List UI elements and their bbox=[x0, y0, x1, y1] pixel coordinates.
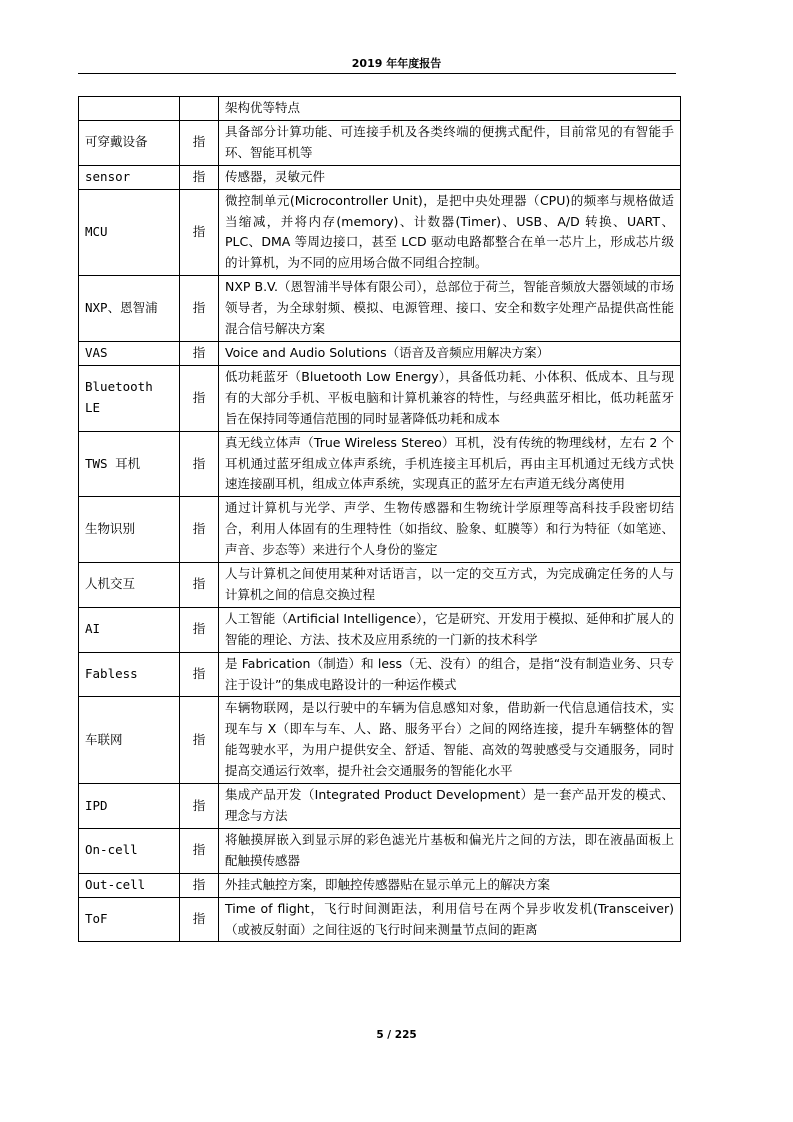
term-cell: MCU bbox=[79, 189, 180, 276]
definition-cell: 通过计算机与光学、声学、生物传感器和生物统计学原理等高科技手段密切结合，利用人体固有的生理特性（如指纹、脸象、虹膜等）和行为特征（如笔迹、声音、步态等）来进行个人身份的鉴定 bbox=[219, 497, 681, 563]
term-cell: Out-cell bbox=[79, 873, 180, 897]
definition-cell: 低功耗蓝牙（Bluetooth Low Energy），具备低功耗、小体积、低成本、且与现有的大部分手机、平板电脑和计算机兼容的特性，与经典蓝牙相比，低功耗蓝牙旨在保持同等通信范围的同时显著降低功耗和成本 bbox=[219, 365, 681, 431]
term-cell: 生物识别 bbox=[79, 497, 180, 563]
definition-cell: 车辆物联网，是以行驶中的车辆为信息感知对象，借助新一代信息通信技术，实现车与 X（即车与车、人、路、服务平台）之间的网络连接，提升车辆整体的智能驾驶水平，为用户提供安全、舒适、智能、高效的驾驶感受与交通服务，同时提高交通运行效率，提升社会交通服务的智能化水平 bbox=[219, 697, 681, 784]
refer-cell: 指 bbox=[180, 276, 219, 342]
definition-cell: NXP B.V.（恩智浦半导体有限公司），总部位于荷兰，智能音频放大器领域的市场领导者，为全球射频、模拟、电源管理、接口、安全和数字处理产品提供高性能混合信号解决方案 bbox=[219, 276, 681, 342]
refer-cell: 指 bbox=[180, 120, 219, 165]
definition-cell: 集成产品开发（Integrated Product Development）是一套产品开发的模式、理念与方法 bbox=[219, 784, 681, 829]
table-row bbox=[79, 652, 681, 697]
refer-cell: 指 bbox=[180, 341, 219, 365]
table-row bbox=[79, 189, 681, 276]
refer-cell: 指 bbox=[180, 873, 219, 897]
refer-cell: 指 bbox=[180, 784, 219, 829]
term-cell: NXP、恩智浦 bbox=[79, 276, 180, 342]
definition-cell: 人工智能（Artificial Intelligence），它是研究、开发用于模拟、延伸和扩展人的智能的理论、方法、技术及应用系统的一门新的技术科学 bbox=[219, 607, 681, 652]
term-cell bbox=[79, 97, 180, 121]
table-row bbox=[79, 165, 681, 189]
term-cell: AI bbox=[79, 607, 180, 652]
definition-cell: 将触摸屏嵌入到显示屏的彩色滤光片基板和偏光片之间的方法，即在液晶面板上配触摸传感器 bbox=[219, 828, 681, 873]
refer-cell bbox=[180, 97, 219, 121]
term-cell: TWS 耳机 bbox=[79, 431, 180, 497]
definition-cell: 是 Fabrication（制造）和 less（无、没有）的组合，是指“没有制造业务、只专注于设计”的集成电路设计的一种运作模式 bbox=[219, 652, 681, 697]
term-cell: On-cell bbox=[79, 828, 180, 873]
glossary-table-body bbox=[79, 97, 681, 942]
term-cell: IPD bbox=[79, 784, 180, 829]
table-row bbox=[79, 365, 681, 431]
table-row bbox=[79, 497, 681, 563]
definition-cell: 人与计算机之间使用某种对话语言，以一定的交互方式，为完成确定任务的人与计算机之间的信息交换过程 bbox=[219, 563, 681, 608]
term-cell: 车联网 bbox=[79, 697, 180, 784]
table-row bbox=[79, 431, 681, 497]
refer-cell: 指 bbox=[180, 563, 219, 608]
definition-cell: 微控制单元(Microcontroller Unit)，是把中央处理器（CPU)的频率与规格做适当缩减，并将内存(memory)、计数器(Timer)、USB、A/D 转换、UART、PLC、DMA 等周边接口，甚至 LCD 驱动电路都整合在单一芯片上，形成芯片级的计算机，为不同的应用场合做不同组合控制。 bbox=[219, 189, 681, 276]
table-row bbox=[79, 784, 681, 829]
refer-cell: 指 bbox=[180, 165, 219, 189]
table-row bbox=[79, 897, 681, 942]
table-row bbox=[79, 563, 681, 608]
term-cell: 可穿戴设备 bbox=[79, 120, 180, 165]
definition-cell: 外挂式触控方案，即触控传感器贴在显示单元上的解决方案 bbox=[219, 873, 681, 897]
glossary-table bbox=[78, 96, 681, 942]
table-row bbox=[79, 697, 681, 784]
refer-cell: 指 bbox=[180, 607, 219, 652]
table-row bbox=[79, 341, 681, 365]
term-cell: Bluetooth LE bbox=[79, 365, 180, 431]
definition-cell: Time of flight，飞行时间测距法，利用信号在两个异步收发机(Transceiver)（或被反射面）之间往返的飞行时间来测量节点间的距离 bbox=[219, 897, 681, 942]
table-row bbox=[79, 828, 681, 873]
refer-cell: 指 bbox=[180, 697, 219, 784]
page-number: 5 / 225 bbox=[376, 1029, 417, 1041]
refer-cell: 指 bbox=[180, 897, 219, 942]
definition-cell: 具备部分计算功能、可连接手机及各类终端的便携式配件，目前常见的有智能手环、智能耳机等 bbox=[219, 120, 681, 165]
refer-cell: 指 bbox=[180, 431, 219, 497]
term-cell: sensor bbox=[79, 165, 180, 189]
table-row bbox=[79, 607, 681, 652]
refer-cell: 指 bbox=[180, 365, 219, 431]
page-header-title: 2019 年年度报告 bbox=[351, 57, 442, 70]
refer-cell: 指 bbox=[180, 497, 219, 563]
term-cell: ToF bbox=[79, 897, 180, 942]
table-row bbox=[79, 873, 681, 897]
table-row bbox=[79, 276, 681, 342]
definition-cell: 真无线立体声（True Wireless Stereo）耳机，没有传统的物理线材，左右 2 个耳机通过蓝牙组成立体声系统，手机连接主耳机后，再由主耳机通过无线方式快速连接副耳机，组成立体声系统，实现真正的蓝牙左右声道无线分离使用 bbox=[219, 431, 681, 497]
term-cell: 人机交互 bbox=[79, 563, 180, 608]
header-divider bbox=[78, 73, 676, 74]
definition-cell: 架构优等特点 bbox=[219, 97, 681, 121]
definition-cell: Voice and Audio Solutions（语音及音频应用解决方案） bbox=[219, 341, 681, 365]
refer-cell: 指 bbox=[180, 828, 219, 873]
refer-cell: 指 bbox=[180, 189, 219, 276]
definition-cell: 传感器，灵敏元件 bbox=[219, 165, 681, 189]
table-row bbox=[79, 97, 681, 121]
refer-cell: 指 bbox=[180, 652, 219, 697]
term-cell: VAS bbox=[79, 341, 180, 365]
table-row bbox=[79, 120, 681, 165]
term-cell: Fabless bbox=[79, 652, 180, 697]
